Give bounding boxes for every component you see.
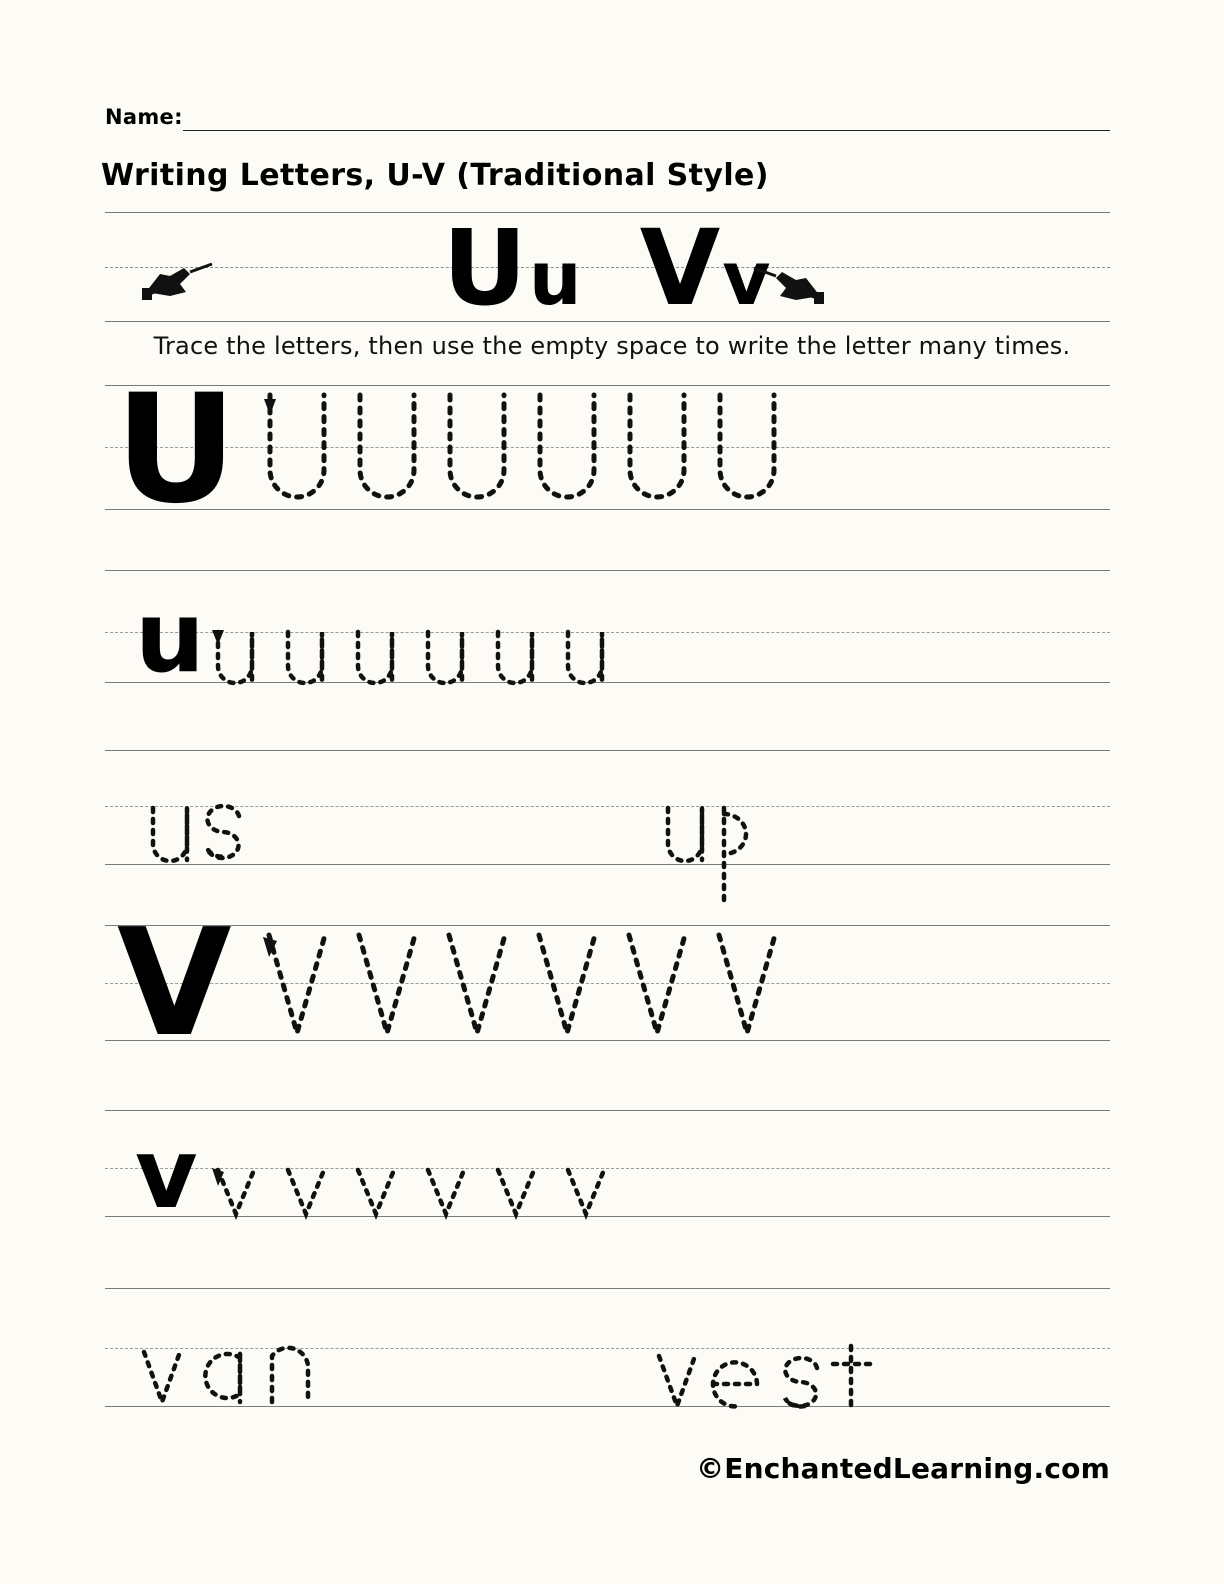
instruction-text: Trace the letters, then use the empty space to write the letter many times.	[153, 332, 1071, 360]
rule-line	[105, 1288, 1110, 1289]
rule-line	[105, 750, 1110, 751]
blank-practice-line[interactable]	[105, 750, 1110, 752]
rule-line	[105, 1110, 1110, 1111]
practice-row-lowercase-v[interactable]	[105, 1118, 1110, 1238]
practice-row-lowercase-u[interactable]	[105, 581, 1110, 712]
model-letter: U	[115, 363, 237, 537]
header-letter-uppercase-u: U	[442, 207, 529, 329]
name-label: Name:	[105, 105, 183, 129]
model-letter: u	[135, 581, 205, 695]
trace-letters-uppercase-u[interactable]	[235, 385, 815, 513]
trace-word-van[interactable]	[130, 1344, 430, 1424]
hand-writing-icon	[748, 266, 826, 310]
model-letter: V	[117, 897, 232, 1069]
copyright-footer: ©EnchantedLearning.com	[696, 1452, 1110, 1485]
header-letter-lowercase-u: u	[528, 236, 584, 322]
model-letter: v	[135, 1118, 198, 1230]
practice-row-uppercase-u[interactable]	[105, 363, 1110, 537]
trace-letters-lowercase-u[interactable]	[200, 626, 670, 688]
trace-word-vest[interactable]	[645, 1306, 975, 1426]
blank-practice-line[interactable]	[105, 1288, 1110, 1290]
hand-writing-icon	[140, 262, 218, 306]
rule-line	[105, 570, 1110, 571]
trace-word-up[interactable]	[650, 800, 910, 910]
trace-letters-lowercase-v[interactable]	[200, 1164, 670, 1222]
blank-practice-line[interactable]	[105, 570, 1110, 572]
header-letter-lowercase-v: v	[722, 236, 773, 322]
trace-letters-uppercase-v[interactable]	[235, 925, 825, 1045]
name-row	[105, 105, 1110, 135]
practice-row-words-u[interactable]	[105, 806, 1110, 866]
header-letters	[105, 207, 1110, 335]
name-write-line[interactable]	[183, 130, 1110, 131]
trace-word-us[interactable]	[135, 800, 395, 910]
practice-row-words-v[interactable]	[105, 1348, 1110, 1408]
blank-practice-line[interactable]	[105, 1110, 1110, 1112]
header-ruled-band	[105, 207, 1110, 329]
practice-row-uppercase-v[interactable]	[105, 897, 1110, 1069]
page-title: Writing Letters, U-V (Traditional Style)	[101, 158, 769, 193]
header-letter-uppercase-v: V	[639, 207, 723, 329]
